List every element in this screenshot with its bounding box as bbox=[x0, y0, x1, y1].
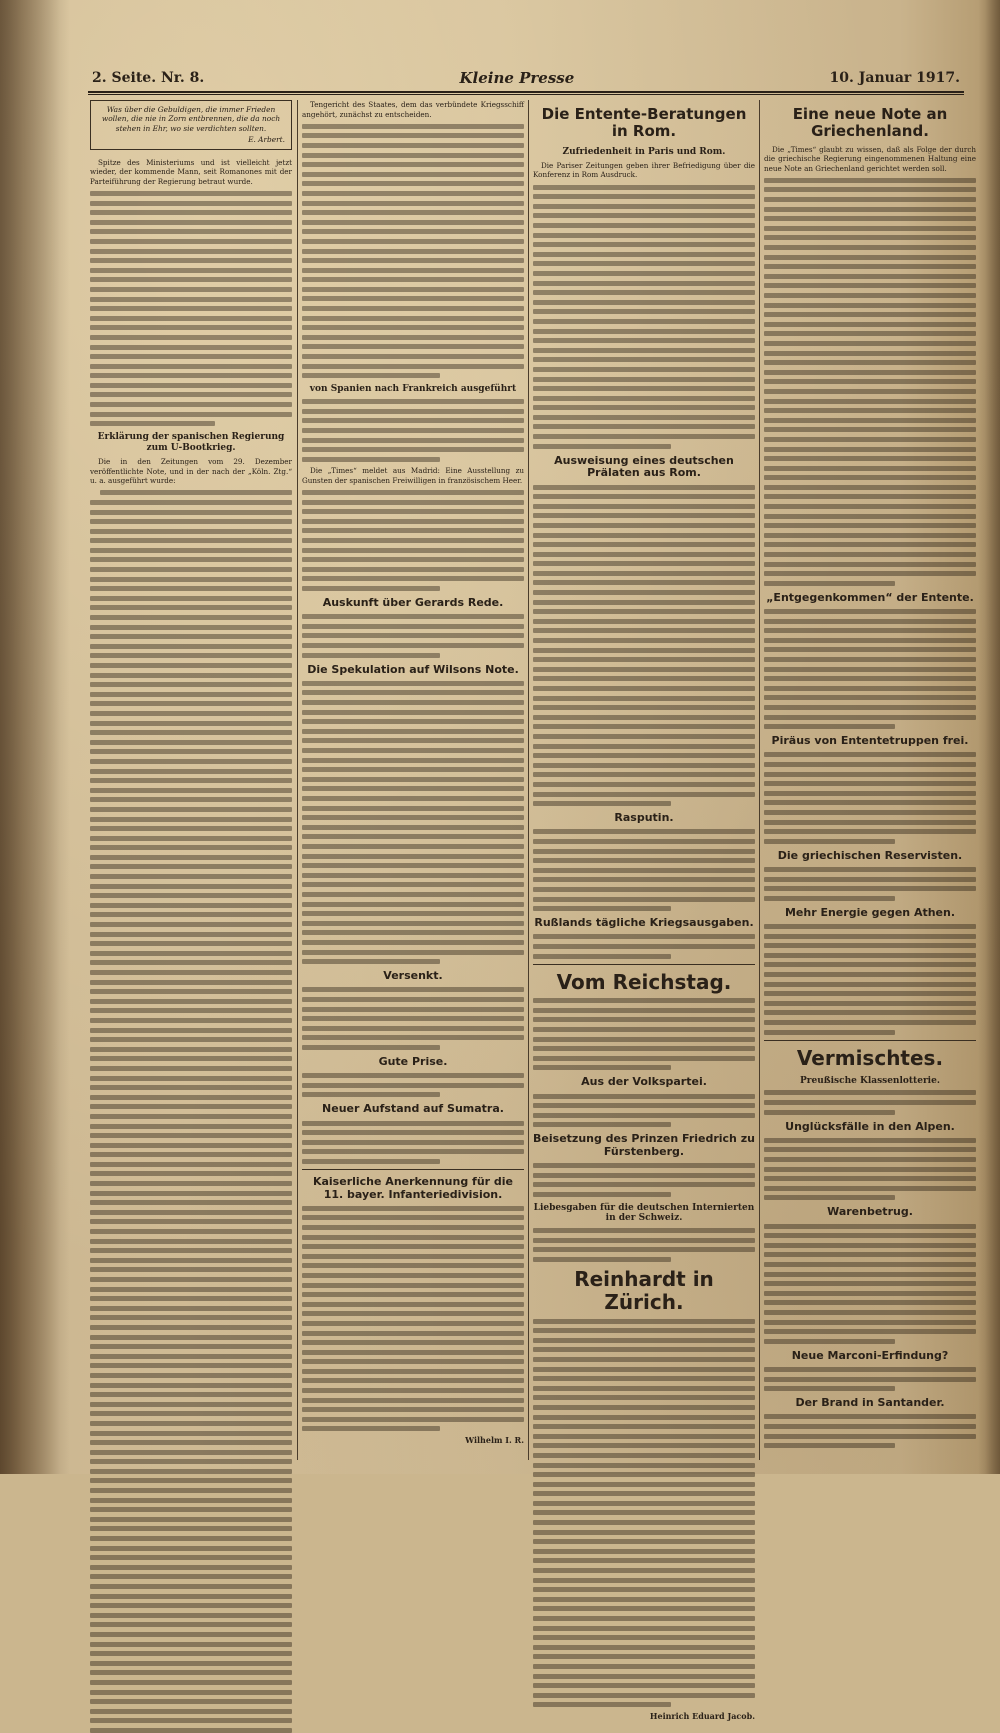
quote-text: Was über die Gebuldigen, die immer Frieden wollen, die nie in Zorn entbrennen, die da noch stehen in Ehr, wo sie verdichten sollten. bbox=[101, 105, 281, 133]
column-1 bbox=[90, 100, 292, 1460]
headline-spanish-declaration: Erklärung der spanischen Regierung zum U-Bootkrieg. bbox=[97, 432, 285, 453]
article-body-filler bbox=[764, 1414, 976, 1448]
headline-bavarian-division: Kaiserliche Anerkennung für die 11. bayer. Infanteriedivision. bbox=[312, 1174, 514, 1201]
article-body-filler bbox=[302, 987, 524, 1050]
article-body-filler bbox=[764, 1224, 976, 1344]
article-body-filler bbox=[302, 124, 524, 378]
issue-date: 10. Januar 1917. bbox=[829, 70, 960, 86]
subheading-exports: von Spanien nach Frankreich ausgeführt bbox=[309, 384, 517, 395]
headline-sumatra: Neuer Aufstand auf Sumatra. bbox=[322, 1102, 504, 1116]
headline-greece-note: Eine neue Note an Griechenland. bbox=[792, 105, 948, 141]
article-body-filler bbox=[533, 998, 755, 1070]
article-body-filler bbox=[533, 829, 755, 911]
article-body-filler bbox=[764, 609, 976, 729]
article-body-filler bbox=[90, 191, 292, 426]
headline-wilson-note: Die Spekulation auf Wilsons Note. bbox=[307, 662, 519, 676]
headline-lottery: Preußische Klassenlotterie. bbox=[800, 1075, 940, 1086]
headline-alps-accidents: Unglücksfälle in den Alpen. bbox=[785, 1119, 955, 1133]
signature: Heinrich Eduard Jacob. bbox=[649, 1710, 755, 1721]
headline-gerard: Auskunft über Gerards Rede. bbox=[322, 596, 504, 610]
headline-liebesgaben: Liebesgaben für die deutschen Internierten in der Schweiz. bbox=[533, 1202, 755, 1224]
headline-russia-war-spending: Rußlands tägliche Kriegsausgaben. bbox=[534, 916, 754, 930]
article-body-filler bbox=[764, 924, 976, 1035]
headline-gute-prise: Gute Prise. bbox=[378, 1054, 448, 1068]
article-body-filler bbox=[764, 1367, 976, 1391]
article-body-filler bbox=[302, 1073, 524, 1097]
article-text: Die Pariser Zeitungen geben ihrer Befriedigung über die Konferenz in Rom Ausdruck. bbox=[533, 160, 755, 180]
article-body-filler bbox=[533, 1319, 755, 1708]
article-body-filler bbox=[302, 681, 524, 964]
masthead bbox=[92, 66, 960, 90]
article-body-filler bbox=[302, 399, 524, 462]
article-body-filler bbox=[302, 1206, 524, 1432]
page-number: 2. Seite. Nr. 8. bbox=[92, 70, 205, 86]
article-body-filler bbox=[764, 867, 976, 901]
headline-vermischtes: Vermischtes. bbox=[796, 1045, 944, 1070]
column-4 bbox=[764, 100, 976, 1460]
headline-volkspartei: Aus der Volkspartei. bbox=[581, 1075, 707, 1089]
article-body-filler bbox=[764, 178, 976, 586]
quote-box bbox=[90, 100, 292, 150]
headline-versenkt: Versenkt. bbox=[383, 969, 443, 983]
article-body-filler bbox=[764, 1138, 976, 1201]
quote-signature: E. Arbert. bbox=[248, 135, 285, 145]
section-rule bbox=[302, 1169, 524, 1170]
article-text: Die in den Zeitungen vom 29. Dezember veröffentlichte Note, und in der nach der „Köln. Ztg.“ u. a. ausgeführt wurde: bbox=[90, 456, 292, 486]
article-body-filler bbox=[533, 485, 755, 807]
article-text: Tengericht des Staates, dem das verbündete Kriegsschiff angehört, zunächst zu entscheiden. bbox=[302, 100, 524, 119]
signature: Wilhelm I. R. bbox=[465, 1435, 524, 1446]
section-rule bbox=[764, 1040, 976, 1041]
article-body-filler bbox=[764, 1090, 976, 1114]
article-text: Die „Times“ meldet aus Madrid: Eine Ausstellung zu Gunsten der spanischen Freiwilligen in französischem Heer. bbox=[302, 466, 524, 485]
headline-santander-fire: Der Brand in Santander. bbox=[795, 1396, 945, 1410]
article-body-filler bbox=[302, 490, 524, 591]
newspaper-title: Kleine Presse bbox=[459, 69, 575, 87]
article-body-filler bbox=[302, 614, 524, 657]
headline-warenbetrug: Warenbetrug. bbox=[827, 1205, 913, 1219]
column-2 bbox=[302, 100, 524, 1460]
article-body-filler bbox=[533, 1163, 755, 1197]
column-divider bbox=[528, 100, 529, 1460]
article-body-filler bbox=[90, 490, 292, 1733]
headline-piraeus: Piräus von Ententetruppen frei. bbox=[771, 734, 969, 748]
section-rule bbox=[533, 964, 755, 965]
headline-fuerstenberg: Beisetzung des Prinzen Friedrich zu Fürstenberg. bbox=[533, 1132, 755, 1158]
headline-entgegenkommen: „Entgegenkommen“ der Entente. bbox=[766, 590, 974, 604]
headline-reichstag: Vom Reichstag. bbox=[556, 969, 732, 994]
page-edge-shadow-right bbox=[978, 0, 1000, 1474]
masthead-rule bbox=[88, 91, 964, 93]
headline-greek-reservists: Die griechischen Reservisten. bbox=[777, 848, 963, 862]
subheadline-paris-rome: Zufriedenheit in Paris und Rom. bbox=[562, 146, 726, 157]
headline-reinhardt-zuerich: Reinhardt in Zürich. bbox=[574, 1267, 714, 1315]
article-text: Spitze des Ministeriums und ist vielleicht jetzt wieder, der kommende Mann, seit Romanones mit der Parteiführung der Regierung betraut wurde. bbox=[90, 157, 292, 186]
article-body-filler bbox=[533, 934, 755, 958]
article-body-filler bbox=[302, 1121, 524, 1164]
page-edge-shadow-left bbox=[0, 0, 70, 1474]
column-divider bbox=[759, 100, 760, 1460]
column-3 bbox=[533, 100, 755, 1721]
article-body-filler bbox=[764, 752, 976, 843]
masthead-rule-thin bbox=[88, 94, 964, 95]
headline-rasputin: Rasputin. bbox=[614, 811, 674, 825]
article-text: Die „Times“ glaubt zu wissen, daß als Folge der durch die griechische Regierung eingenommenen Haltung eine neue Note an Griechenland gerichtet werden soll. bbox=[764, 144, 976, 173]
headline-marconi: Neue Marconi-Erfindung? bbox=[791, 1348, 949, 1362]
headline-entente-rome: Die Entente-Beratungen in Rom. bbox=[541, 105, 747, 141]
column-divider bbox=[297, 100, 298, 1460]
headline-more-energy-athens: Mehr Energie gegen Athen. bbox=[784, 905, 956, 919]
article-body-filler bbox=[533, 185, 755, 449]
headline-prelate-expulsion: Ausweisung eines deutschen Prälaten aus Rom. bbox=[554, 453, 734, 480]
article-body-filler bbox=[533, 1228, 755, 1262]
article-body-filler bbox=[533, 1094, 755, 1128]
